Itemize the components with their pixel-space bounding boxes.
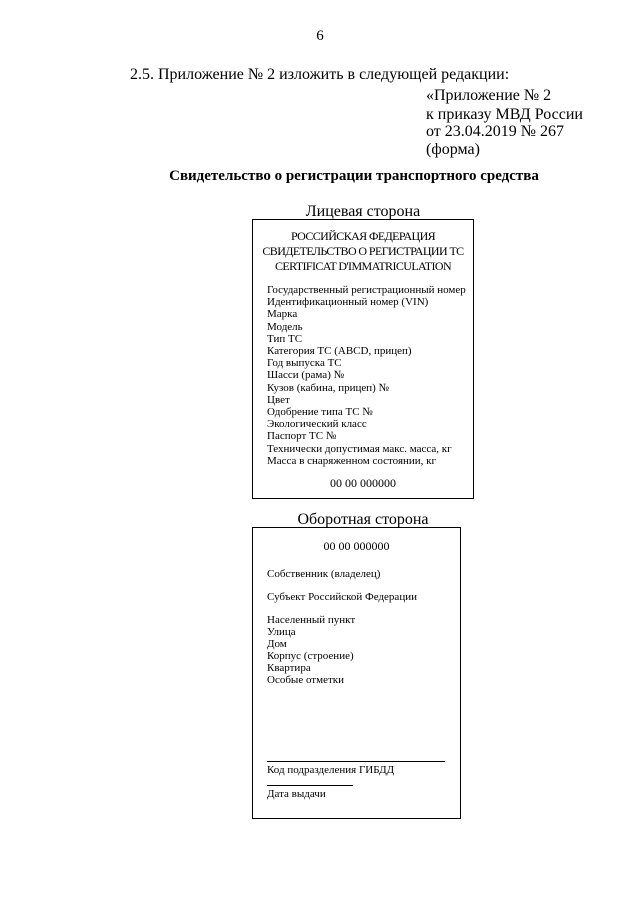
issue-date-label: Дата выдачи xyxy=(267,788,326,800)
field-label: Идентификационный номер (VIN) xyxy=(267,296,429,309)
address-line: Улица xyxy=(267,626,296,638)
field-label: Технически допустимая макс. масса, кг xyxy=(267,442,452,455)
front-certificate-number: 00 00 000000 xyxy=(330,476,396,490)
field-label: Государственный регистрационный номер xyxy=(267,284,466,296)
signature-line xyxy=(267,761,445,762)
address-line: Дом xyxy=(267,638,287,650)
intro-paragraph: 2.5. Приложение № 2 изложить в следующей редакции: xyxy=(130,66,510,83)
address-line: Корпус (строение) xyxy=(267,650,354,662)
field-label: Год выпуска ТС xyxy=(267,357,342,370)
special-notes-label: Особые отметки xyxy=(267,674,344,686)
field-label: Паспорт ТС № xyxy=(267,430,337,443)
front-field-list xyxy=(267,284,466,467)
gibdd-code-label: Код подразделения ГИБДД xyxy=(267,764,395,776)
appendix-line: (форма) xyxy=(426,141,480,158)
field-label: Тип ТС xyxy=(267,332,303,345)
field-label: Модель xyxy=(267,320,303,333)
field-label: Кузов (кабина, прицеп) № xyxy=(267,381,390,394)
address-line: Населенный пункт xyxy=(267,614,356,626)
field-label: Экологический класс xyxy=(267,418,367,431)
front-header-line: CERTIFICAT D'IMMATRICULATION xyxy=(274,259,452,273)
field-label: Шасси (рама) № xyxy=(267,369,345,382)
owner-label: Собственник (владелец) xyxy=(267,568,381,580)
appendix-line: от 23.04.2019 № 267 xyxy=(426,123,565,140)
front-side-form xyxy=(252,219,474,499)
front-header-line: СВИДЕТЕЛЬСТВО О РЕГИСТРАЦИИ ТС xyxy=(262,244,464,258)
field-label: Марка xyxy=(267,308,298,321)
back-side-form xyxy=(252,527,461,819)
appendix-line: «Приложение № 2 xyxy=(426,87,552,104)
appendix-line: к приказу МВД России xyxy=(426,106,583,123)
back-certificate-number: 00 00 000000 xyxy=(323,539,390,553)
field-label: Масса в снаряженном состоянии, кг xyxy=(267,454,437,467)
address-line: Квартира xyxy=(267,662,311,674)
subject-label: Субъект Российской Федерации xyxy=(267,591,417,603)
field-label: Категория ТС (ABCD, прицеп) xyxy=(267,345,412,358)
front-side-title: Лицевая сторона xyxy=(305,203,421,220)
document-title: Свидетельство о регистрации транспортного средства xyxy=(169,168,539,184)
front-header-line: РОССИЙСКАЯ ФЕДЕРАЦИЯ xyxy=(290,229,436,243)
field-label: Одобрение типа ТС № xyxy=(267,406,373,419)
field-label: Цвет xyxy=(267,393,290,406)
signature-line xyxy=(267,785,353,786)
page-number: 6 xyxy=(316,28,324,44)
back-side-title: Оборотная сторона xyxy=(297,511,429,528)
